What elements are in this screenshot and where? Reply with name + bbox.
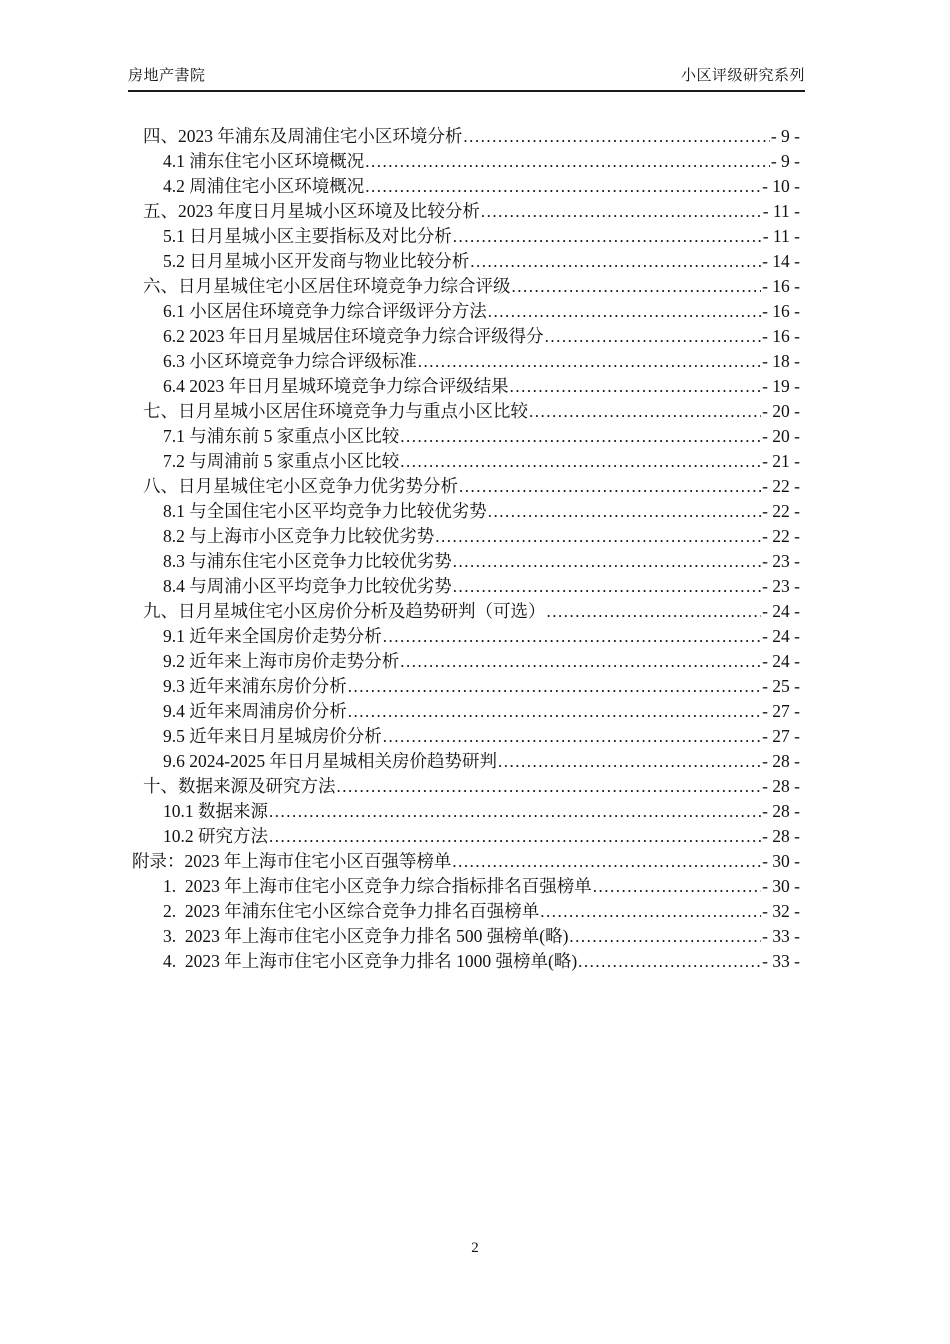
toc-entry-page: - 24 -	[762, 651, 800, 671]
toc-entry-title: 4.2 周浦住宅小区环境概况	[163, 176, 365, 196]
toc-leader-dots	[383, 724, 761, 749]
toc-entry[interactable]	[132, 899, 800, 924]
toc-leader-dots	[488, 499, 761, 524]
header-left-text: 房地产書院	[128, 68, 206, 84]
toc-leader-dots	[470, 249, 761, 274]
toc-entry[interactable]	[132, 774, 800, 799]
toc-entry-title: 3. 2023 年上海市住宅小区竞争力排名 500 强榜单(略)	[163, 926, 569, 946]
toc-entry[interactable]	[132, 874, 800, 899]
toc-entry-title: 九、日月星城住宅小区房价分析及趋势研判（可选）	[143, 601, 546, 621]
toc-entry-title: 4. 2023 年上海市住宅小区竞争力排名 1000 强榜单(略)	[163, 951, 578, 971]
toc-leader-dots	[545, 324, 761, 349]
toc-entry-title: 9.3 近年来浦东房价分析	[163, 676, 347, 696]
toc-entry[interactable]	[132, 199, 800, 224]
toc-entry-title: 八、日月星城住宅小区竞争力优劣势分析	[143, 476, 458, 496]
toc-entry-page: - 28 -	[762, 801, 800, 821]
toc-entry-title: 9.4 近年来周浦房价分析	[163, 701, 347, 721]
toc-entry-title: 6.1 小区居住环境竞争力综合评级评分方法	[163, 301, 487, 321]
toc-entry-title: 8.4 与周浦小区平均竞争力比较优劣势	[163, 576, 452, 596]
toc-entry-page: - 28 -	[762, 751, 800, 771]
toc-entry-title: 十、数据来源及研究方法	[143, 776, 336, 796]
toc-leader-dots	[569, 924, 761, 949]
toc-entry-page: - 11 -	[762, 201, 800, 221]
toc-entry-title: 9.1 近年来全国房价走势分析	[163, 626, 382, 646]
toc-entry-page: - 21 -	[762, 451, 800, 471]
toc-entry[interactable]	[132, 374, 800, 399]
toc-entry[interactable]	[132, 549, 800, 574]
toc-entry-page: - 16 -	[762, 276, 800, 296]
toc-entry[interactable]	[132, 524, 800, 549]
toc-entry-title: 7.1 与浦东前 5 家重点小区比较	[163, 426, 400, 446]
toc-entry-page: - 33 -	[762, 951, 800, 971]
toc-entry-page: - 27 -	[762, 701, 800, 721]
toc-leader-dots	[488, 299, 761, 324]
toc-entry-title: 8.1 与全国住宅小区平均竞争力比较优劣势	[163, 501, 487, 521]
toc-leader-dots	[453, 224, 762, 249]
toc-entry-title: 5.1 日月星城小区主要指标及对比分析	[163, 226, 452, 246]
toc-entry-page: - 30 -	[762, 851, 800, 871]
page-header	[128, 64, 805, 92]
toc-entry-page: - 20 -	[762, 401, 800, 421]
toc-entry[interactable]	[132, 624, 800, 649]
toc-leader-dots	[463, 124, 769, 149]
toc-entry[interactable]	[132, 424, 800, 449]
toc-leader-dots	[453, 574, 761, 599]
toc-entry[interactable]	[132, 599, 800, 624]
toc-entry-page: - 24 -	[762, 601, 800, 621]
toc-entry[interactable]	[132, 674, 800, 699]
toc-entry-title: 9.6 2024-2025 年日月星城相关房价趋势研判	[163, 751, 497, 771]
toc-entry-title: 6.2 2023 年日月星城居住环境竞争力综合评级得分	[163, 326, 544, 346]
toc-leader-dots	[365, 149, 770, 174]
toc-leader-dots	[269, 824, 761, 849]
toc-entry-page: - 10 -	[762, 176, 800, 196]
table-of-contents	[132, 124, 800, 974]
toc-entry-page: - 22 -	[762, 476, 800, 496]
toc-entry-page: - 23 -	[762, 551, 800, 571]
toc-entry-page: - 19 -	[762, 376, 800, 396]
toc-entry-title: 五、2023 年度日月星城小区环境及比较分析	[143, 201, 480, 221]
toc-leader-dots	[400, 449, 761, 474]
toc-entry[interactable]	[132, 724, 800, 749]
page-number: 2	[471, 1240, 479, 1256]
toc-leader-dots	[365, 174, 761, 199]
toc-entry-page: - 32 -	[762, 901, 800, 921]
toc-entry[interactable]	[132, 474, 800, 499]
toc-entry-page: - 30 -	[762, 876, 800, 896]
toc-leader-dots	[348, 699, 761, 724]
toc-entry-page: - 20 -	[762, 426, 800, 446]
toc-entry[interactable]	[132, 649, 800, 674]
toc-leader-dots	[547, 599, 762, 624]
toc-leader-dots	[578, 949, 761, 974]
toc-entry-page: - 11 -	[762, 226, 800, 246]
toc-entry-page: - 23 -	[762, 576, 800, 596]
toc-entry[interactable]	[132, 274, 800, 299]
toc-leader-dots	[435, 524, 761, 549]
toc-entry-page: - 22 -	[762, 526, 800, 546]
toc-entry-title: 10.1 数据来源	[163, 801, 268, 821]
toc-entry[interactable]	[132, 824, 800, 849]
toc-leader-dots	[418, 349, 761, 374]
toc-entry-page: - 33 -	[762, 926, 800, 946]
toc-leader-dots	[510, 374, 761, 399]
toc-entry[interactable]	[132, 699, 800, 724]
toc-entry[interactable]	[132, 249, 800, 274]
toc-entry[interactable]	[132, 849, 800, 874]
toc-entry-title: 4.1 浦东住宅小区环境概况	[163, 151, 365, 171]
toc-entry-page: - 16 -	[762, 301, 800, 321]
toc-entry-title: 8.2 与上海市小区竞争力比较优劣势	[163, 526, 435, 546]
toc-entry-title: 四、2023 年浦东及周浦住宅小区环境分析	[143, 126, 463, 146]
toc-entry[interactable]	[132, 449, 800, 474]
toc-entry-page: - 24 -	[762, 626, 800, 646]
toc-entry-title: 8.3 与浦东住宅小区竞争力比较优劣势	[163, 551, 452, 571]
toc-entry-title: 6.4 2023 年日月星城环境竞争力综合评级结果	[163, 376, 509, 396]
toc-entry[interactable]	[132, 499, 800, 524]
toc-entry-page: - 9 -	[770, 126, 800, 146]
toc-entry-title: 附录：2023 年上海市住宅小区百强等榜单	[132, 851, 452, 871]
toc-leader-dots	[452, 849, 761, 874]
toc-entry-page: - 18 -	[762, 351, 800, 371]
toc-entry[interactable]	[132, 324, 800, 349]
toc-entry-title: 2. 2023 年浦东住宅小区综合竞争力排名百强榜单	[163, 901, 540, 921]
toc-leader-dots	[481, 199, 762, 224]
toc-entry[interactable]	[132, 174, 800, 199]
toc-leader-dots	[383, 624, 761, 649]
toc-leader-dots	[400, 649, 761, 674]
toc-entry[interactable]	[132, 299, 800, 324]
toc-leader-dots	[348, 674, 761, 699]
toc-leader-dots	[269, 799, 761, 824]
toc-entry-title: 10.2 研究方法	[163, 826, 268, 846]
toc-leader-dots	[593, 874, 761, 899]
toc-entry-title: 六、日月星城住宅小区居住环境竞争力综合评级	[143, 276, 511, 296]
toc-leader-dots	[498, 749, 761, 774]
toc-entry-title: 9.2 近年来上海市房价走势分析	[163, 651, 400, 671]
toc-entry-page: - 16 -	[762, 326, 800, 346]
toc-entry-title: 5.2 日月星城小区开发商与物业比较分析	[163, 251, 470, 271]
toc-entry[interactable]	[132, 574, 800, 599]
toc-entry-page: - 28 -	[762, 776, 800, 796]
toc-leader-dots	[453, 549, 761, 574]
toc-entry-title: 9.5 近年来日月星城房价分析	[163, 726, 382, 746]
toc-entry-title: 7.2 与周浦前 5 家重点小区比较	[163, 451, 400, 471]
toc-entry[interactable]	[132, 399, 800, 424]
toc-entry[interactable]	[132, 124, 800, 149]
toc-leader-dots	[337, 774, 762, 799]
toc-entry-title: 1. 2023 年上海市住宅小区竞争力综合指标排名百强榜单	[163, 876, 592, 896]
toc-entry-page: - 9 -	[770, 151, 800, 171]
toc-leader-dots	[459, 474, 761, 499]
toc-leader-dots	[529, 399, 761, 424]
toc-entry-page: - 14 -	[762, 251, 800, 271]
toc-entry-page: - 22 -	[762, 501, 800, 521]
toc-entry-title: 七、日月星城小区居住环境竞争力与重点小区比较	[143, 401, 528, 421]
toc-entry[interactable]	[132, 149, 800, 174]
toc-entry-page: - 27 -	[762, 726, 800, 746]
toc-entry[interactable]	[132, 749, 800, 774]
toc-leader-dots	[512, 274, 762, 299]
header-right-text: 小区评级研究系列	[680, 68, 805, 84]
toc-entry-title: 6.3 小区环境竞争力综合评级标准	[163, 351, 417, 371]
toc-entry[interactable]	[132, 924, 800, 949]
toc-entry[interactable]	[132, 949, 800, 974]
toc-entry[interactable]	[132, 799, 800, 824]
toc-entry-page: - 28 -	[762, 826, 800, 846]
toc-entry-page: - 25 -	[762, 676, 800, 696]
toc-leader-dots	[540, 899, 761, 924]
toc-entry[interactable]	[132, 349, 800, 374]
toc-leader-dots	[400, 424, 761, 449]
toc-entry[interactable]	[132, 224, 800, 249]
page-footer	[0, 1240, 950, 1257]
